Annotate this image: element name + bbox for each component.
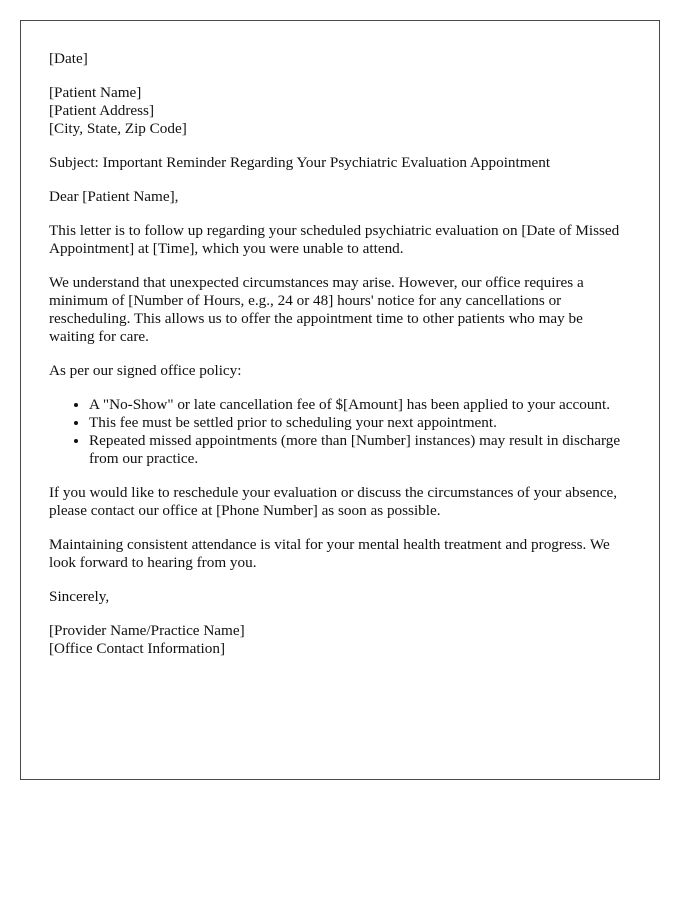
letter-date: [Date] (49, 50, 88, 67)
signature-provider: [Provider Name/Practice Name] (49, 622, 245, 639)
recipient-city: [City, State, Zip Code] (49, 120, 187, 137)
letter-subject: Subject: Important Reminder Regarding Your Psychiatric Evaluation Appointment (49, 154, 551, 171)
recipient-street: [Patient Address] (49, 102, 155, 119)
signature-contact: [Office Contact Information] (49, 640, 225, 657)
signature-block (49, 622, 629, 658)
paragraph-follow-up: This letter is to follow up regarding your scheduled psychiatric evaluation on [Date of Missed Appointment] at [Time], which you were unable to attend. (49, 222, 620, 257)
letter-closing: Sincerely, (49, 588, 110, 605)
recipient-name: [Patient Name] (49, 84, 142, 101)
paragraph-cancellation-notice: We understand that unexpected circumstances may arise. However, our office requires a minimum of [Number of Hours, e.g., 24 or 48] hours' notice for any cancellations or rescheduling. This allows us to offer the appointment time to other patients who may be waiting for care. (49, 274, 584, 345)
policy-item-settlement: • This fee must be settled prior to scheduling your next appointment. (89, 414, 629, 432)
policy-intro: As per our signed office policy: (49, 362, 242, 379)
policy-list (49, 396, 629, 468)
paragraph-reschedule: If you would like to reschedule your evaluation or discuss the circumstances of your absence, please contact our office at [Phone Number] as soon as possible. (49, 484, 618, 519)
paragraph-attendance: Maintaining consistent attendance is vital for your mental health treatment and progress. We look forward to hearing from you. (49, 536, 610, 571)
letter-greeting: Dear [Patient Name], (49, 188, 179, 205)
letter-content (49, 50, 629, 674)
policy-item-discharge: • Repeated missed appointments (more than [Number] instances) may result in discharge from our practice. (89, 432, 629, 468)
policy-item-fee: • A "No-Show" or late cancellation fee of $[Amount] has been applied to your account. (89, 396, 629, 414)
recipient-address (49, 84, 629, 138)
letter-page (20, 20, 660, 780)
